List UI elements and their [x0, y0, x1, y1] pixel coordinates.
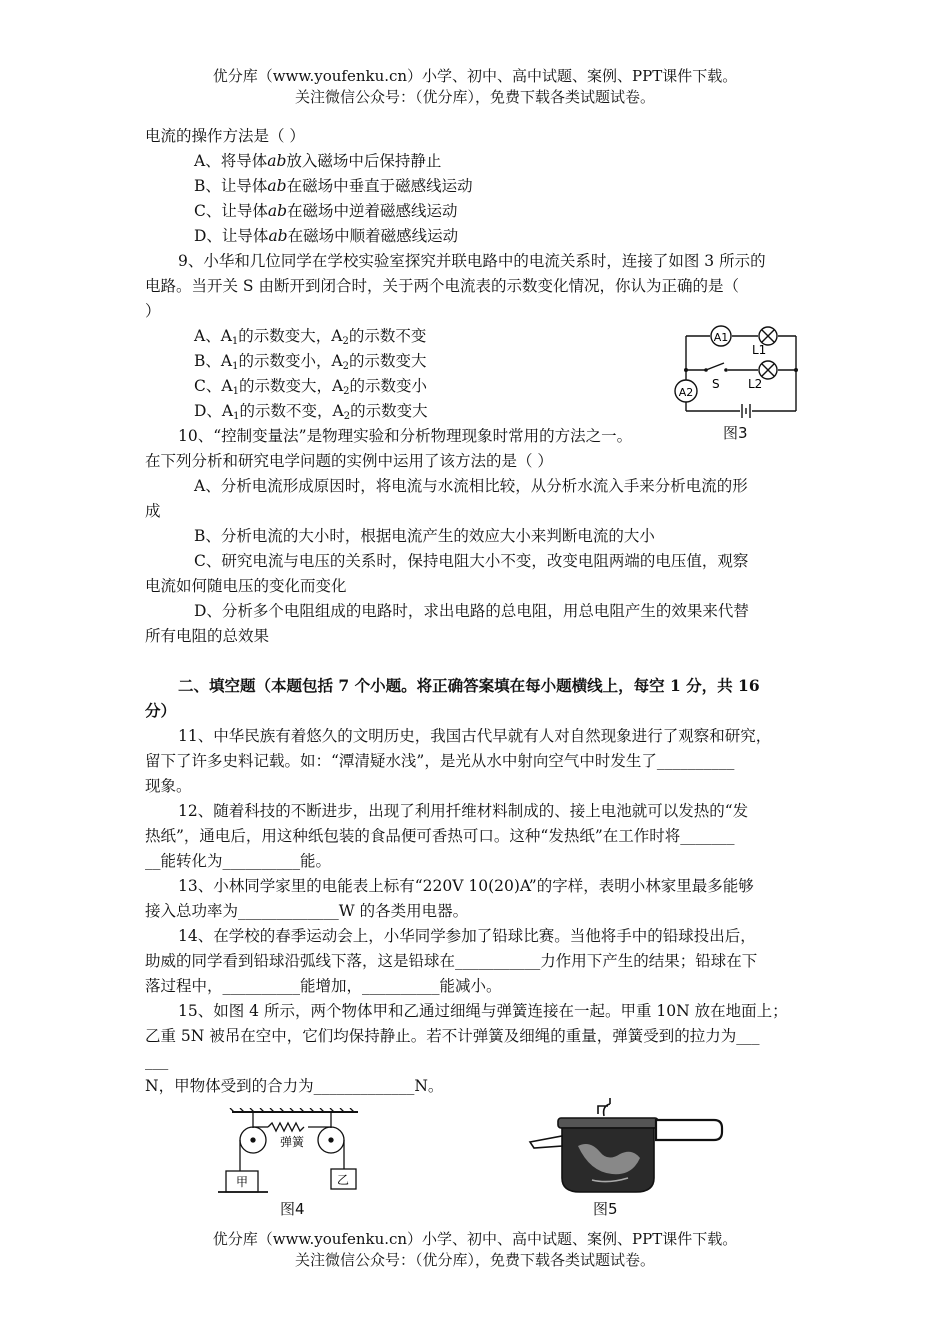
- q10-option-c-line-2: 电流如何随电压的变化而变化: [145, 577, 347, 595]
- header-line-1: 优分库（www.youfenku.cn）小学、初中、高中试题、案例、PPT课件下载。: [212, 67, 738, 85]
- q11-line-2: 留下了许多史料记载。如：“潭清疑水浅”，是光从水中射向空气中时发生了__________: [145, 752, 735, 770]
- q8-option-d: D、让导体ab在磁场中顺着磁感线运动: [194, 227, 459, 245]
- figure-4-pulley-system: [218, 1108, 368, 1200]
- q10-option-d-line-2: 所有电阻的总效果: [145, 627, 270, 645]
- section-2-heading-line-2: 分）: [145, 701, 177, 720]
- object-jia-label: 甲: [235, 1175, 249, 1189]
- q13-line-2: 接入总功率为_____________W 的各类用电器。: [145, 902, 469, 920]
- q9-line-1: 9、小华和几位同学在学校实验室探究并联电路中的电流关系时，连接了如图 3 所示的: [178, 252, 766, 270]
- q8-option-c: C、让导体ab在磁场中逆着磁感线运动: [194, 202, 458, 220]
- q10-line-1: 10、“控制变量法”是物理实验和分析物理现象时常用的方法之一。: [178, 427, 633, 445]
- q10-option-c-line-1: C、研究电流与电压的关系时，保持电阻大小不变，改变电阻两端的电压值，观察: [194, 552, 749, 570]
- q11-line-3: 现象。: [145, 777, 192, 795]
- footer-line-2: 关注微信公众号：（优分库），免费下载各类试题试卷。: [294, 1251, 655, 1269]
- q9-line-3: ）: [145, 302, 161, 320]
- q9-option-d: D、$A_1$的示数不变，$A_2$的示数变大: [194, 402, 428, 422]
- ammeter-a2-label: A2: [678, 386, 694, 399]
- q12-line-3: __能转化为__________能。: [145, 852, 332, 870]
- switch-s-label: S: [712, 377, 720, 391]
- q10-option-a-line-1: A、分析电流形成原因时，将电流与水流相比较，从分析水流入手来分析电流的形: [194, 477, 748, 495]
- object-yi-label: 乙: [336, 1173, 350, 1187]
- figure-5-pressure-cooker: [528, 1096, 724, 1200]
- q10-line-2: 在下列分析和研究电学问题的实例中运用了该方法的是（ ）: [145, 452, 553, 470]
- q14-line-3: 落过程中，__________能增加，__________能减小。: [145, 977, 502, 995]
- q15-line-3: ___: [145, 1052, 169, 1070]
- spring-label: 弹簧: [279, 1135, 305, 1149]
- figure-5-label: 图5: [593, 1200, 618, 1218]
- q14-line-2: 助威的同学看到铅球沿弧线下落，这是铅球在___________力作用下产生的结果；铅球在下: [145, 952, 758, 970]
- q12-line-2: 热纸”，通电后，用这种纸包装的食品便可香热可口。这种“发热纸”在工作时将_______: [145, 827, 735, 845]
- q15-line-1: 15、如图 4 所示，两个物体甲和乙通过细绳与弹簧连接在一起。甲重 10N 放在地面上；: [178, 1002, 788, 1020]
- q15-line-4: N，甲物体受到的合力为_____________N。: [145, 1077, 444, 1095]
- q12-line-1: 12、随着科技的不断进步，出现了利用扦维材料制成的、接上电池就可以发热的“发: [178, 802, 749, 820]
- header-line-2: 关注微信公众号：（优分库），免费下载各类试题试卷。: [294, 88, 655, 106]
- q10-option-a-line-2: 成: [145, 502, 161, 520]
- q10-option-b: B、分析电流的大小时，根据电流产生的效应大小来判断电流的大小: [194, 527, 655, 545]
- q9-option-c: C、$A_1$的示数变大，$A_2$的示数变小: [194, 377, 428, 397]
- lamp-l2-label: L2: [748, 377, 763, 391]
- q9-option-b: B、$A_1$的示数变小，$A_2$的示数变大: [194, 352, 427, 372]
- q8-option-a: A、将导体ab放入磁场中后保持静止: [194, 152, 442, 170]
- figure-3-label: 图3: [723, 424, 748, 442]
- lamp-l1-label: L1: [752, 343, 767, 357]
- q10-option-d-line-1: D、分析多个电阻组成的电路时，求出电路的总电阻，用总电阻产生的效果来代替: [194, 602, 749, 620]
- q8-stem-end: 电流的操作方法是（ ）: [145, 127, 305, 145]
- q9-option-a: A、$A_1$的示数变大，$A_2$的示数不变: [194, 327, 427, 347]
- figure-3-circuit: [672, 322, 802, 422]
- ammeter-a1-label: A1: [713, 331, 729, 344]
- q14-line-1: 14、在学校的春季运动会上，小华同学参加了铅球比赛。当他将手中的铅球投出后，: [178, 927, 756, 945]
- q9-line-2: 电路。当开关 S 由断开到闭合时，关于两个电流表的示数变化情况，你认为正确的是（: [145, 277, 739, 295]
- figure-4-label: 图4: [280, 1200, 305, 1218]
- q11-line-1: 11、中华民族有着悠久的文明历史，我国古代早就有人对自然现象进行了观察和研究，: [178, 727, 772, 745]
- q8-option-b: B、让导体ab在磁场中垂直于磁感线运动: [194, 177, 473, 195]
- q13-line-1: 13、小林同学家里的电能表上标有“220V 10(20)A”的字样，表明小林家里最多能够: [178, 877, 754, 895]
- footer-line-1: 优分库（www.youfenku.cn）小学、初中、高中试题、案例、PPT课件下载。: [212, 1230, 738, 1248]
- q15-line-2: 乙重 5N 被吊在空中，它们均保持静止。若不计弹簧及细绳的重量，弹簧受到的拉力为___: [145, 1027, 760, 1045]
- section-2-heading-line-1: 二、填空题（本题包括 7 个小题。将正确答案填在每小题横线上，每空 1 分，共 16: [178, 676, 760, 695]
